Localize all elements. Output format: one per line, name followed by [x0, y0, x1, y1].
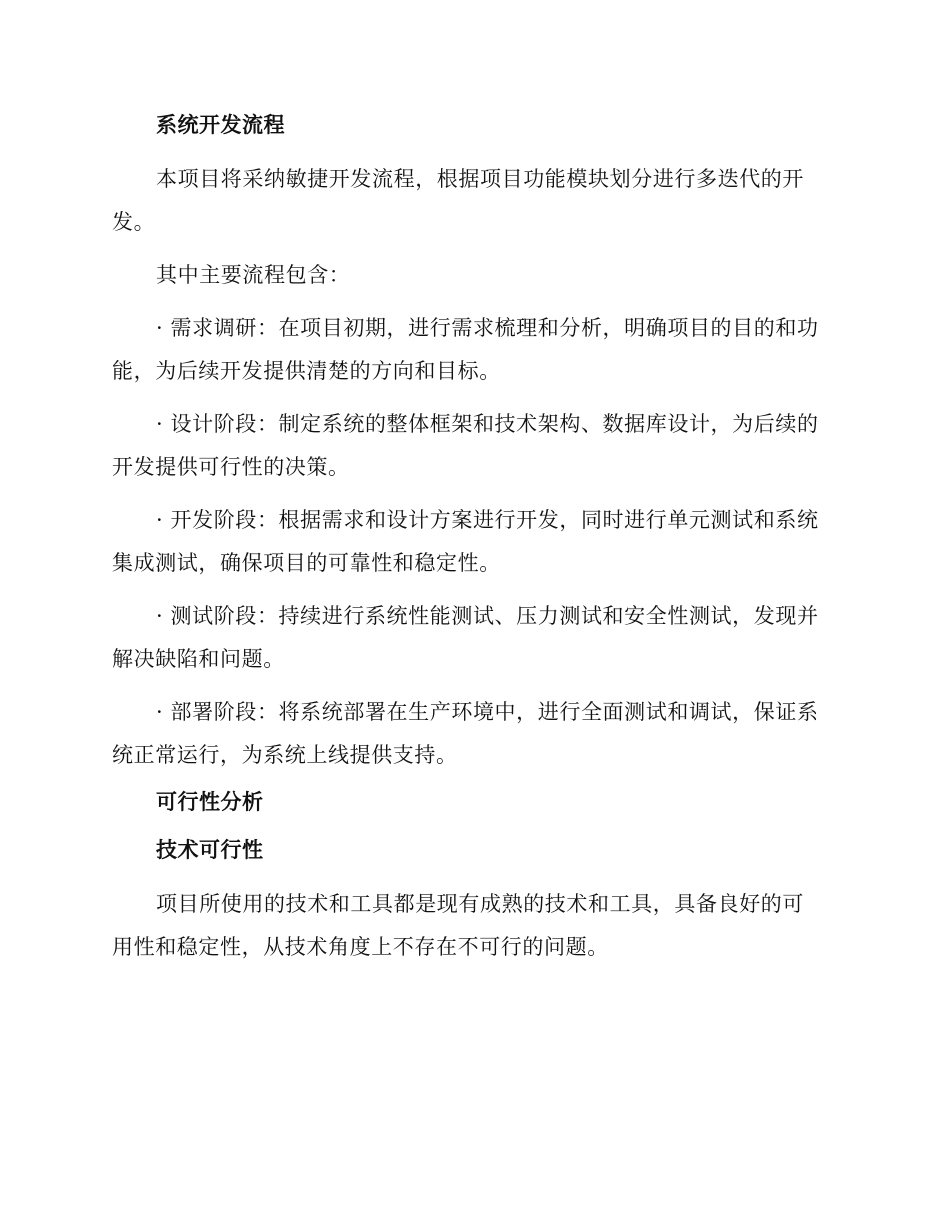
paragraph-agile-intro: 本项目将采纳敏捷开发流程，根据项目功能模块划分进行多迭代的开发。: [112, 167, 804, 234]
bullet-testing: · 测试阶段：持续进行系统性能测试、压力测试和安全性测试，发现并解决缺陷和问题。: [112, 604, 819, 671]
heading-technical-feasibility: 技术可行性: [156, 838, 264, 862]
bullet-development: · 开发阶段：根据需求和设计方案进行开发，同时进行单元测试和系统集成测试，确保项目的可靠性和稳定性。: [112, 508, 819, 575]
heading-feasibility-analysis: 可行性分析: [156, 790, 264, 814]
bullet-design: · 设计阶段：制定系统的整体框架和技术架构、数据库设计，为后续的开发提供可行性的决策。: [112, 412, 819, 479]
bullet-requirements: · 需求调研：在项目初期，进行需求梳理和分析，明确项目的目的和功能，为后续开发提供清楚的方向和目标。: [112, 316, 819, 383]
paragraph-main-process: 其中主要流程包含：: [156, 263, 351, 287]
heading-system-dev-process: 系统开发流程: [156, 113, 285, 137]
paragraph-technical-feasibility: 项目所使用的技术和工具都是现有成熟的技术和工具，具备良好的可用性和稳定性，从技术角度上不存在不可行的问题。: [112, 892, 804, 959]
bullet-deployment: · 部署阶段：将系统部署在生产环境中，进行全面测试和调试，保证系统正常运行，为系统上线提供支持。: [112, 700, 819, 767]
